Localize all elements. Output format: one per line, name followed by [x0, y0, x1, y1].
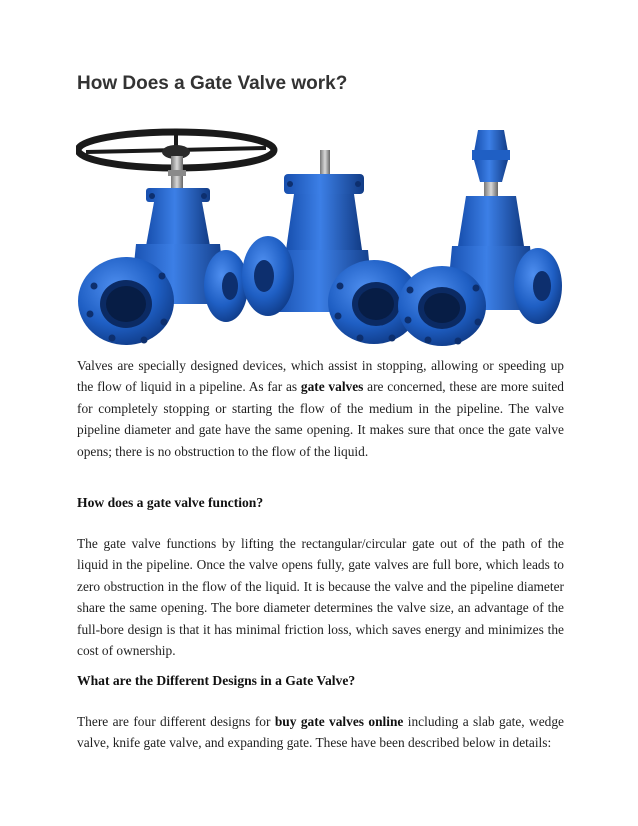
capped-gate-valve: [398, 130, 562, 346]
intro-text-after: are concerned, these are more suited for completely stopping or starting the flow of the medium in the pipeline. The valve pipeline diameter and gate have the same opening. It makes sure that once the gate valve opens; there is no obstruction to the flow of the liquid.: [77, 379, 564, 459]
section1-paragraph: The gate valve functions by lifting the rectangular/circular gate out of the path of the liquid in the pipeline. Once the valve opens fully, gate valves are full bore, which leads to zero obstruction in the flow of the liquid. It is because the valve and the pipeline diameter share the same opening. The bore diameter determines the valve size, an advantage of the full-bore design is that it has minimal friction loss, which saves energy and minimizes the cost of ownership.: [77, 536, 564, 659]
section2-heading: What are the Different Designs in a Gate Valve?: [77, 673, 356, 688]
section1-heading: How does a gate valve function?: [77, 495, 264, 510]
page-title: How Does a Gate Valve work?: [77, 73, 348, 94]
handwheel-gate-valve: [78, 132, 274, 345]
section2-text-before: There are four different designs for: [77, 714, 275, 729]
intro-text-before: Valves are specially designed devices, which assist in stopping, allowing or speeding up the flow of liquid in a pipeline. As far as: [77, 358, 564, 395]
buy-gate-valves-online-keyword: buy gate valves online: [274, 714, 404, 729]
gate-valves-keyword: gate valves: [300, 379, 364, 395]
gate-valves-image: [76, 126, 564, 348]
stem-gate-valve: [242, 150, 420, 344]
gate-valves-illustration: [76, 126, 564, 348]
section2-paragraph: [77, 711, 564, 754]
section2-text-after: including a slab gate, wedge valve, knife gate valve, and expanding gate. These have been described below in details:: [77, 714, 564, 751]
intro-paragraph: [77, 355, 564, 462]
